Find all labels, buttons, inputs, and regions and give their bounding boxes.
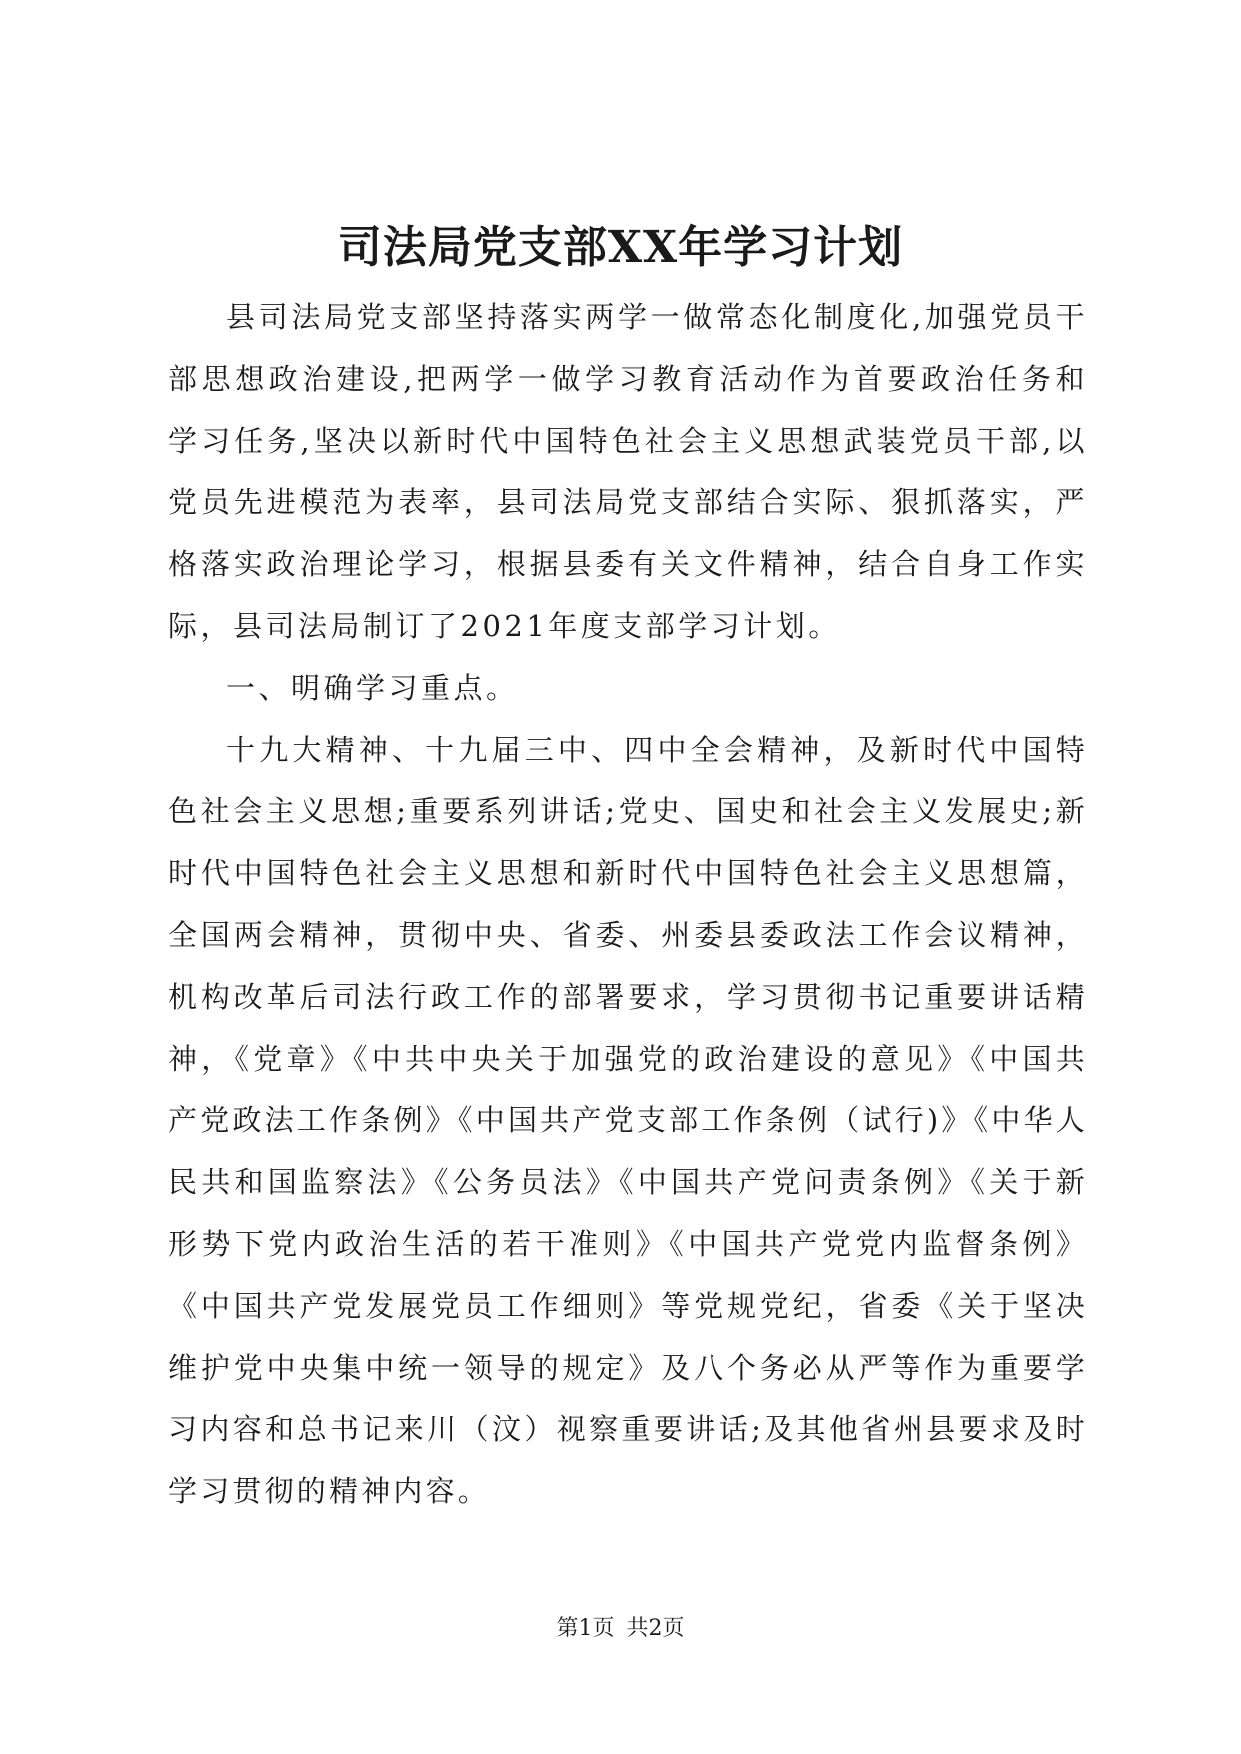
paragraph-intro: 县司法局党支部坚持落实两学一做常态化制度化,加强党员干部思想政治建设,把两学一做学习教育活动作为首要政治任务和学习任务,坚决以新时代中国特色社会主义思想武装党员干部,以党员先进模范为表率，县司法局党支部结合实际、狠抓落实，严格落实政治理论学习，根据县委有关文件精神，结合自身工作实际，县司法局制订了2021年度支部学习计划。 bbox=[168, 300, 1088, 643]
page-total: 共2页 bbox=[626, 1616, 685, 1641]
section-heading: 一、明确学习重点。 bbox=[226, 670, 519, 705]
document-body bbox=[168, 287, 1088, 1523]
document-title: 司法局党支部XX年学习计划 bbox=[337, 222, 904, 273]
paragraph-study-focus: 十九大精神、十九届三中、四中全会精神，及新时代中国特色社会主义思想;重要系列讲话;党史、国史和社会主义发展史;新时代中国特色社会主义思想和新时代中国特色社会主义思想篇，全国两会精神，贯彻中央、省委、州委县委政法工作会议精神，机构改革后司法行政工作的部署要求，学习贯彻书记重要讲话精神，《党章》《中共中央关于加强党的政治建设的意见》《中国共产党政法工作条例》《中国共产党支部工作条例（试行)》《中华人民共和国监察法》《公务员法》《中国共产党问责条例》《关于新形势下党内政治生活的若干准则》《中国共产党党内监督条例》《中国共产党发展党员工作细则》等党规党纪，省委《关于坚决维护党中央集中统一领导的规定》及八个务必从严等作为重要学习内容和总书记来川（汶）视察重要讲话;及其他省州县要求及时学习贯彻的精神内容。 bbox=[168, 732, 1088, 1509]
page-number: 第1页 bbox=[556, 1616, 615, 1641]
page-footer bbox=[0, 1614, 1241, 1644]
